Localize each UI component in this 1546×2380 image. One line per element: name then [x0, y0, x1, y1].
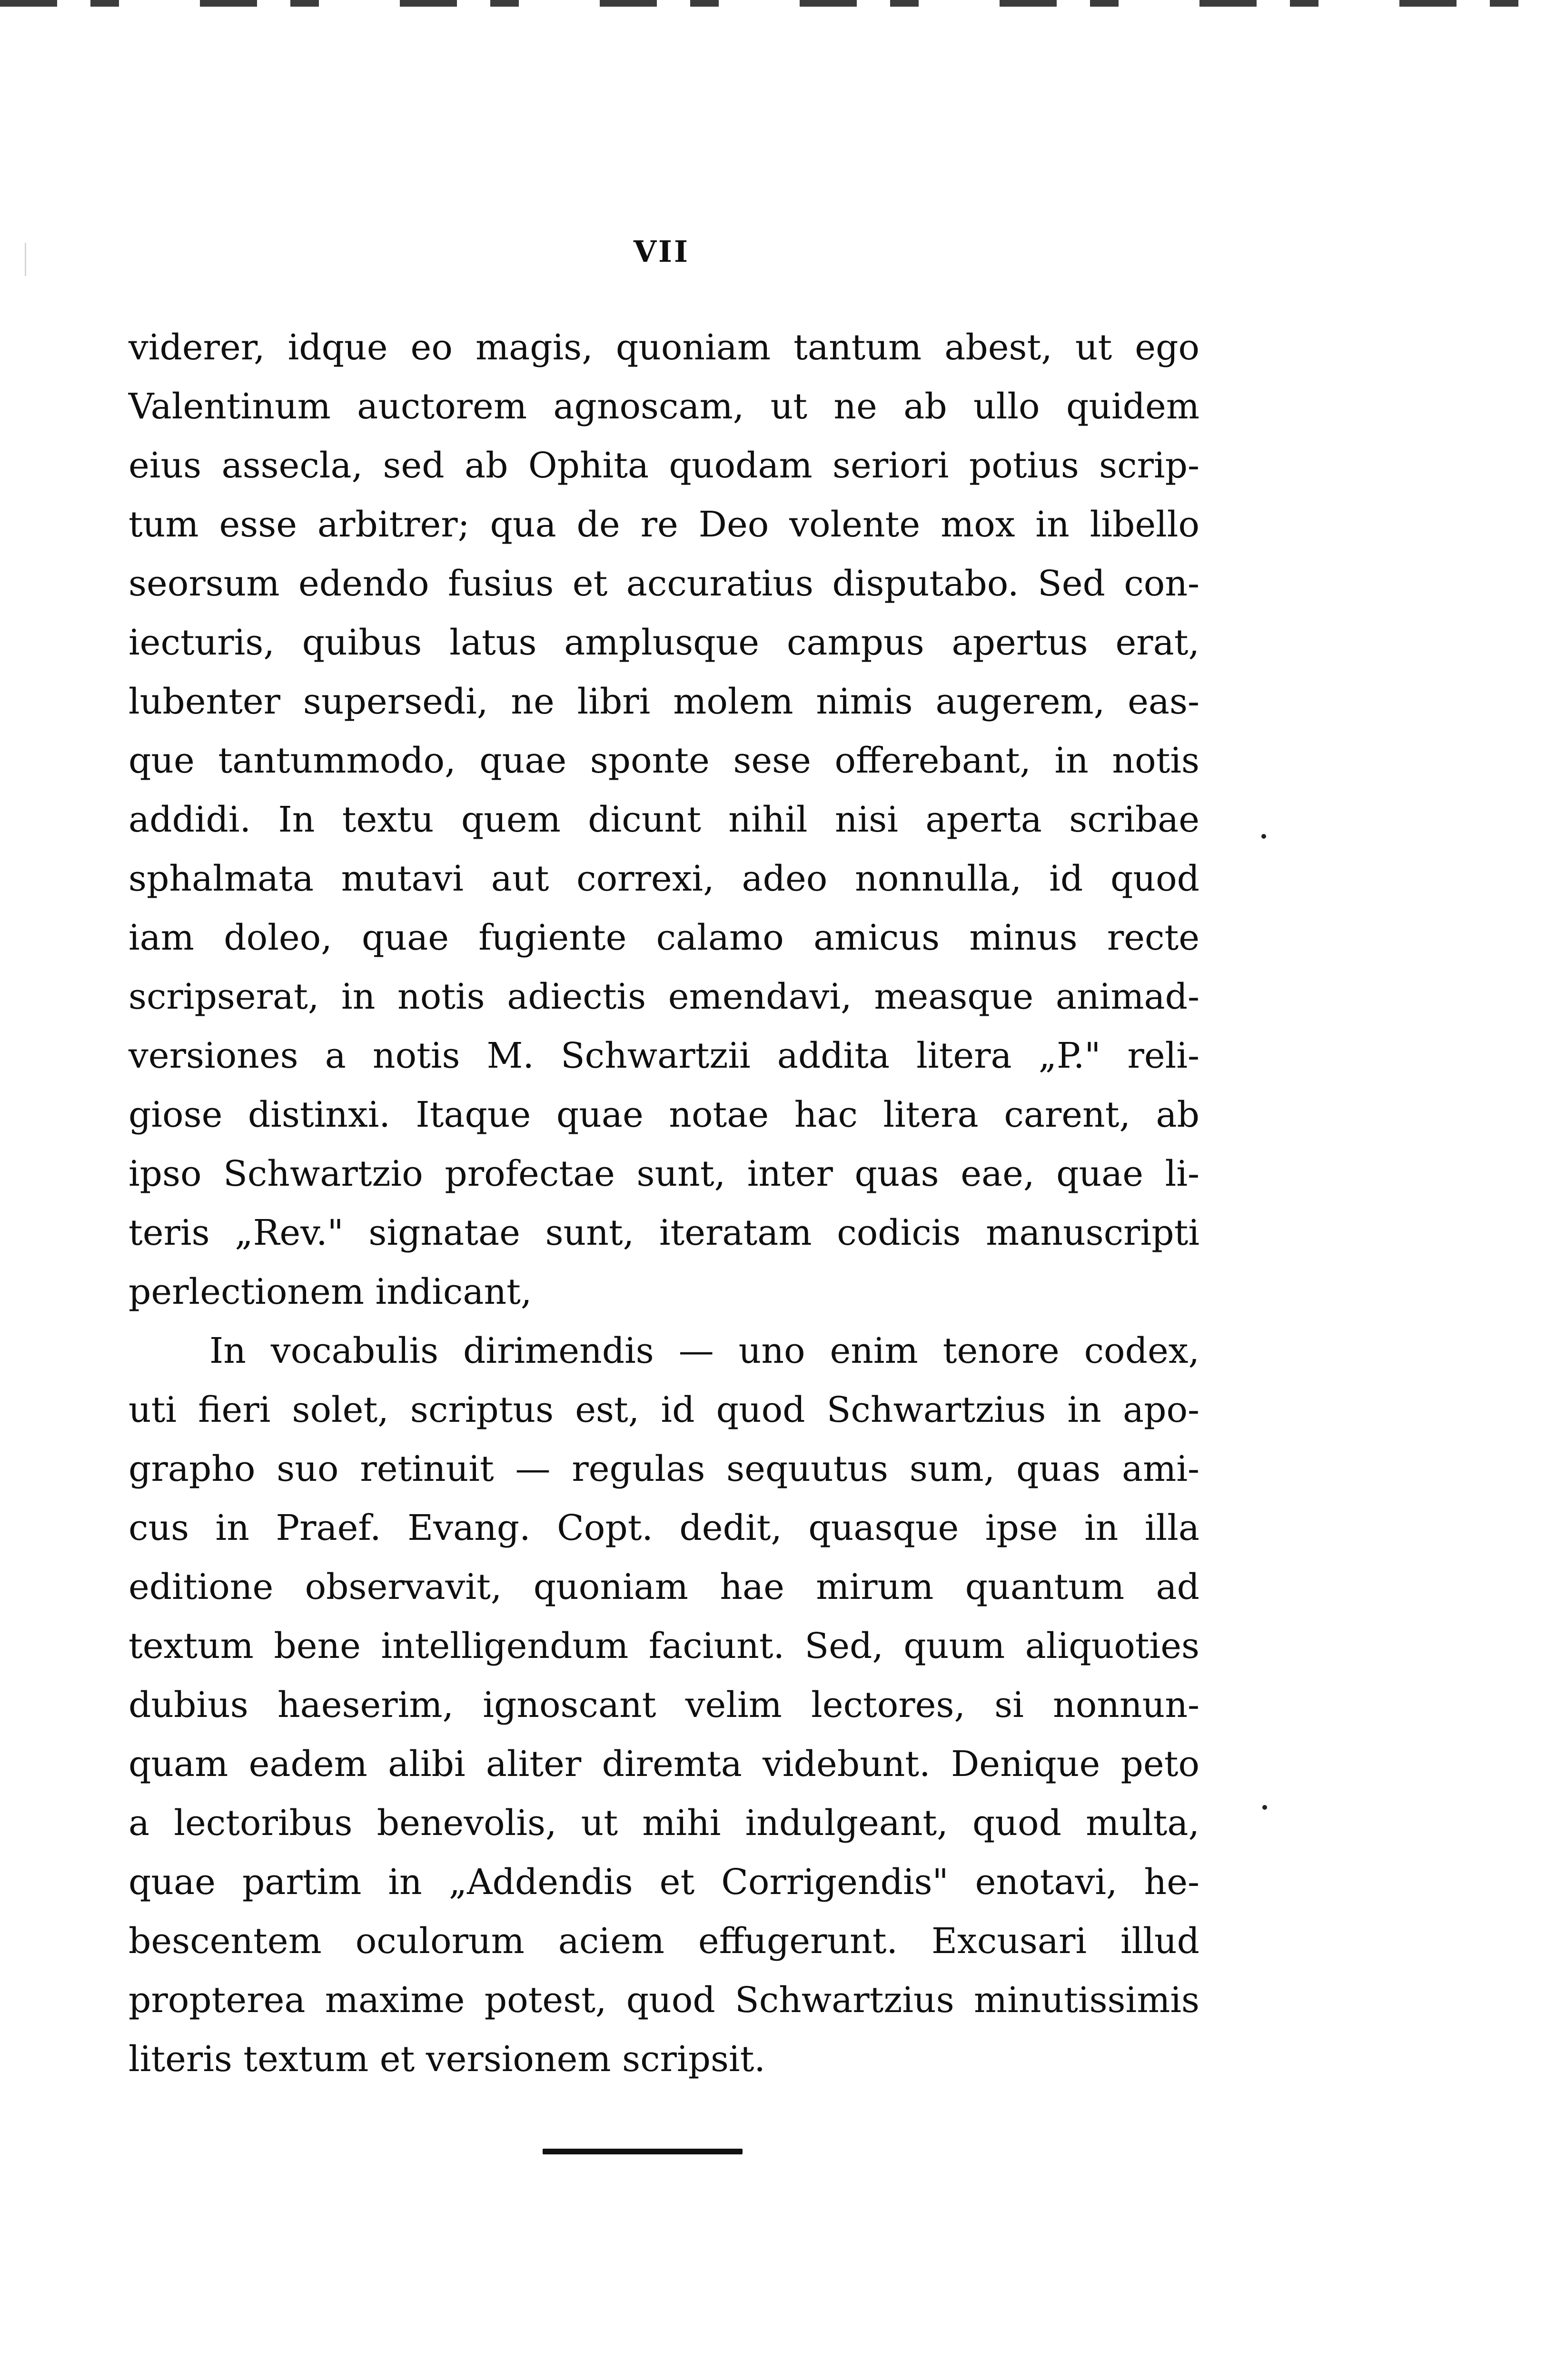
text-line: seorsum edendo fusius et accuratius disputabo. Sed con-	[129, 563, 1199, 604]
text-line: cus in Praef. Evang. Copt. dedit, quasque ipse in illa	[129, 1507, 1199, 1548]
text-line: versiones a notis M. Schwartzii addita litera „P." reli-	[129, 1035, 1199, 1076]
text-line: a lectoribus benevolis, ut mihi indulgeant, quod multa,	[129, 1803, 1199, 1844]
text-line: In vocabulis dirimendis — uno enim tenore codex,	[209, 1330, 1199, 1371]
text-line: que tantummodo, quae sponte sese offerebant, in notis	[129, 740, 1199, 781]
text-line: textum bene intelligendum faciunt. Sed, quum aliquoties	[129, 1626, 1199, 1666]
text-line: propterea maxime potest, quod Schwartzius minutissimis	[129, 1980, 1199, 2021]
text-line: quam eadem alibi aliter diremta videbunt. Denique peto	[129, 1744, 1199, 1785]
text-line: quae partim in „Addendis et Corrigendis" enotavi, he-	[129, 1862, 1199, 1903]
text-line: scripserat, in notis adiectis emendavi, measque animad-	[129, 976, 1199, 1017]
text-line: eius assecla, sed ab Ophita quodam seriori potius scrip-	[129, 445, 1199, 486]
text-line: editione observavit, quoniam hae mirum quantum ad	[129, 1567, 1199, 1607]
text-line: lubenter supersedi, ne libri molem nimis augerem, eas-	[129, 681, 1199, 722]
end-rule	[543, 2149, 743, 2154]
body-text	[129, 318, 1199, 2089]
paragraph-2	[129, 1321, 1199, 2089]
text-line: viderer, idque eo magis, quoniam tantum abest, ut ego	[129, 327, 1199, 368]
text-line: tum esse arbitrer; qua de re Deo volente mox in libello	[129, 504, 1199, 545]
text-line: teris „Rev." signatae sunt, iteratam codicis manuscripti	[129, 1212, 1199, 1253]
ink-speck	[1262, 1805, 1267, 1810]
text-line: uti fieri solet, scriptus est, id quod Schwartzius in apo-	[129, 1389, 1199, 1430]
text-line: literis textum et versionem scripsit.	[129, 2039, 765, 2080]
paragraph-1	[129, 318, 1199, 1321]
text-line: ipso Schwartzio profectae sunt, inter quas eae, quae li-	[129, 1153, 1199, 1194]
text-line: sphalmata mutavi aut correxi, adeo nonnulla, id quod	[129, 858, 1199, 899]
text-line: Valentinum auctorem agnoscam, ut ne ab ullo quidem	[129, 386, 1199, 427]
text-line: perlectionem indicant,	[129, 1271, 532, 1312]
ink-speck	[1261, 834, 1266, 839]
scan-edge-strip	[0, 0, 1546, 7]
text-line: iecturis, quibus latus amplusque campus apertus erat,	[129, 622, 1199, 663]
text-line: grapho suo retinuit — regulas sequutus sum, quas ami-	[129, 1448, 1199, 1489]
text-line: iam doleo, quae fugiente calamo amicus minus recte	[129, 917, 1199, 958]
page-number: VII	[633, 234, 690, 269]
text-line: dubius haeserim, ignoscant velim lectores, si nonnun-	[129, 1685, 1199, 1726]
text-line: giose distinxi. Itaque quae notae hac litera carent, ab	[129, 1094, 1199, 1135]
text-line: bescentem oculorum aciem effugerunt. Excusari illud	[129, 1921, 1199, 1962]
text-line: addidi. In textu quem dicunt nihil nisi aperta scribae	[129, 799, 1199, 840]
